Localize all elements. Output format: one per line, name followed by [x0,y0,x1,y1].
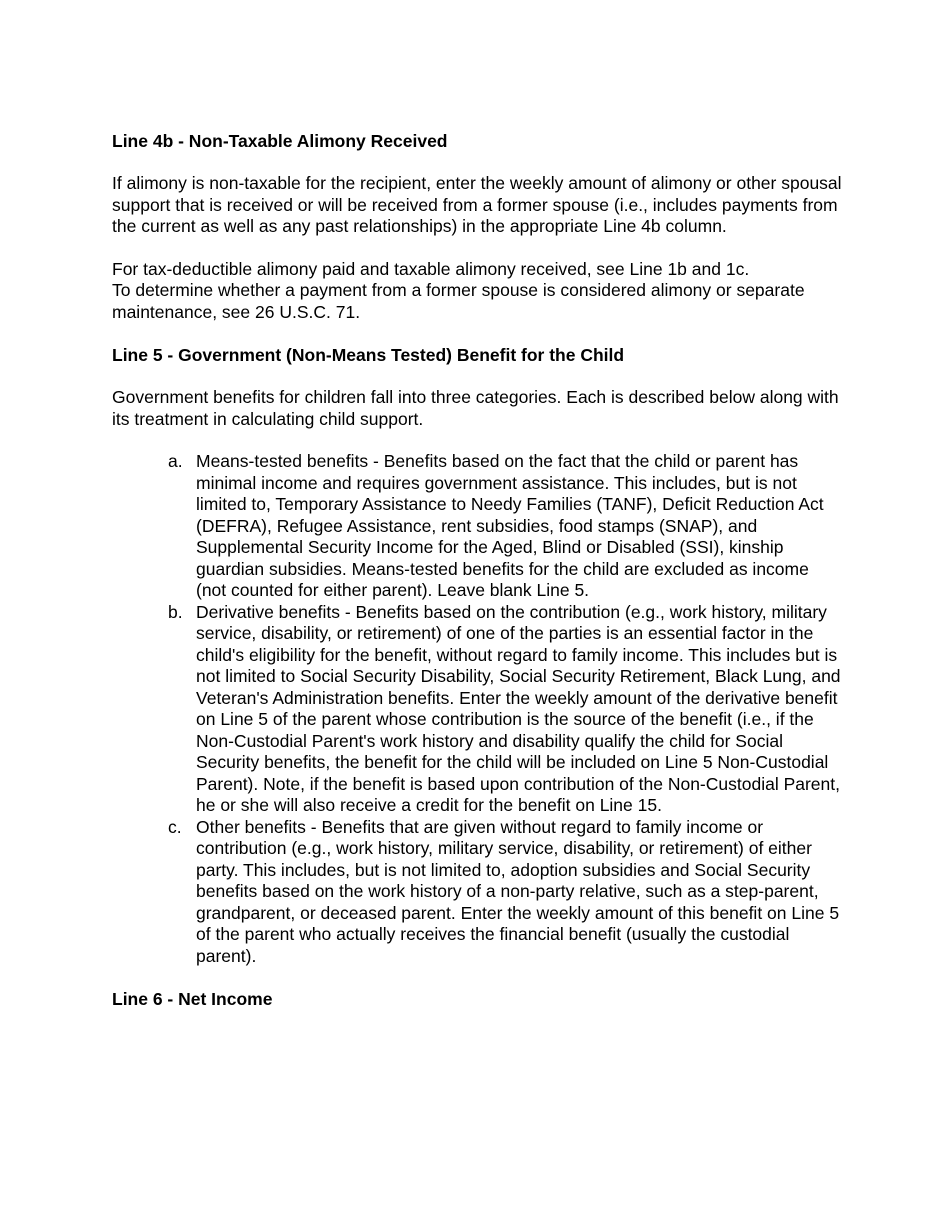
list-item [112,602,842,817]
line-4b-reference-line-1: For tax-deductible alimony paid and taxable alimony received, see Line 1b and 1c. [112,258,750,279]
benefit-categories-list [112,451,842,967]
list-marker: b. [168,601,183,622]
list-item [112,451,842,602]
list-item [112,817,842,968]
line-4b-heading: Line 4b - Non-Taxable Alimony Received [112,131,448,151]
line-5-intro: Government benefits for children fall into three categories. Each is described below along with its treatment in calculating child support. [112,387,839,429]
document-page [112,130,842,1010]
other-benefits-text: Other benefits - Benefits that are given without regard to family income or contribution (e.g., work history, military service, disability, or retirement) of either party. This includes, but is not limited to, adoption subsidies and Social Security benefits based on the work history of a non-party relative, such as a step-parent, grandparent, or deceased parent. Enter the weekly amount of this benefit on Line 5 of the parent who actually receives the financial benefit (usually the custodial parent). [196,816,840,966]
derivative-benefits-text: Derivative benefits - Benefits based on the contribution (e.g., work history, military service, disability, or retirement) of one of the parties is an essential factor in the child's eligibility for the benefit, without regard to family income. This includes but is not limited to Social Security Disability, Social Security Retirement, Black Lung, and Veteran's Administration benefits. Enter the weekly amount of the derivative benefit on Line 5 of the parent whose contribution is the source of the benefit (i.e., if the Non-Custodial Parent's work history and disability qualify the child for Social Security benefits, the benefit for the child will be included on Line 5 Non-Custodial Parent). Note, if the benefit is based upon contribution of the Non-Custodial Parent, he or she will also receive a credit for the benefit on Line 15. [196,601,841,815]
line-6-heading: Line 6 - Net Income [112,989,273,1009]
line-5-heading: Line 5 - Government (Non-Means Tested) Benefit for the Child [112,345,625,365]
list-marker: c. [168,816,182,837]
line-4b-description: If alimony is non-taxable for the recipient, enter the weekly amount of alimony or other spousal support that is received or will be received from a former spouse (i.e., includes payments from the current as well as any past relationships) in the appropriate Line 4b column. [112,173,842,236]
list-marker: a. [168,451,183,471]
line-4b-reference-line-2: To determine whether a payment from a former spouse is considered alimony or separate maintenance, see 26 U.S.C. 71. [112,280,805,322]
line-4b-references [112,259,842,324]
means-tested-benefits-text: Means-tested benefits - Benefits based on the fact that the child or parent has minimal income and requires government assistance. This includes, but is not limited to, Temporary Assistance to Needy Families (TANF), Deficit Reduction Act (DEFRA), Refugee Assistance, rent subsidies, food stamps (SNAP), and Supplemental Security Income for the Aged, Blind or Disabled (SSI), kinship guardian subsidies. Means-tested benefits for the child are excluded as income (not counted for either parent). Leave blank Line 5. [196,451,824,600]
